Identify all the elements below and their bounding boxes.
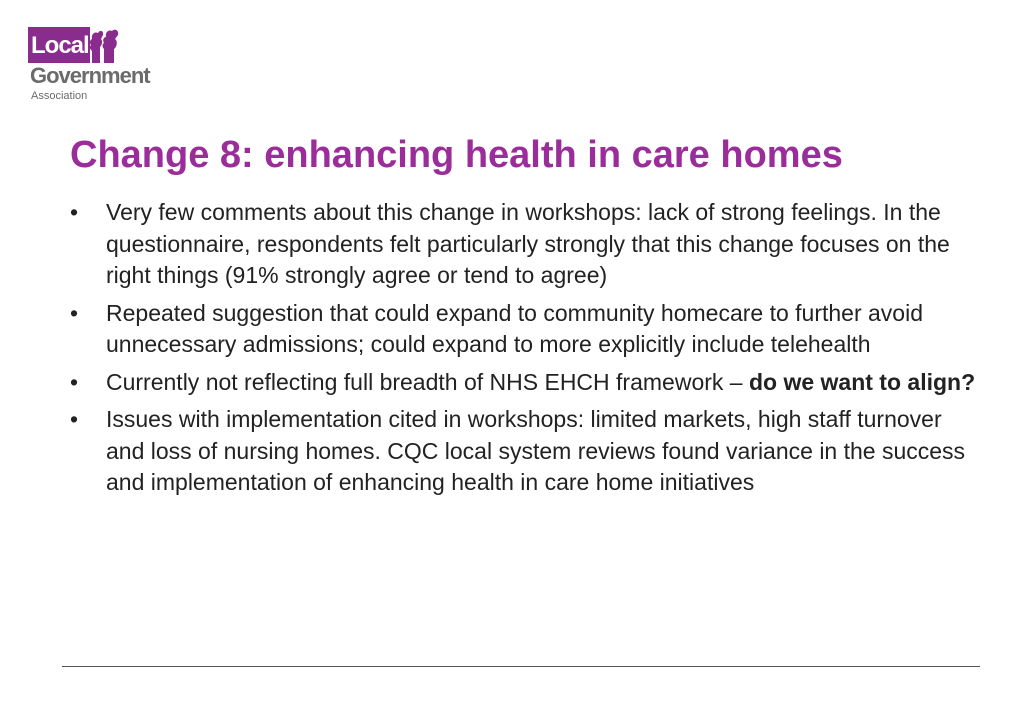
bullet-item [70, 298, 980, 361]
bullet-text: Currently not reflecting full breadth of NHS EHCH framework – [106, 368, 749, 395]
bullet-item [70, 197, 980, 292]
bullet-text: Issues with implementation cited in workshops: limited markets, high staff turnover and loss of nursing homes. CQC local system reviews found variance in the success and implementation of enhancing health in care home initiatives [106, 406, 966, 495]
slide-title: Change 8: enhancing health in care homes [70, 134, 843, 176]
logo-association-text: Association [31, 90, 88, 102]
logo-local-box [28, 27, 90, 63]
lga-logo [28, 25, 168, 107]
bullet-item [70, 367, 980, 399]
logo-government-text: Government [30, 63, 150, 88]
bullet-text: Repeated suggestion that could expand to community homecare to further avoid unnecessary admissions; could expand to more explicitly include telehealth [106, 299, 923, 357]
bullet-bold-question: do we want to align? [748, 368, 976, 395]
bullet-mark: • [70, 406, 79, 432]
bullet-text: Very few comments about this change in workshops: lack of strong feelings. In the questionnaire, respondents felt particularly strongly that this change focuses on the right things (91% strongly agree or tend to agree) [106, 199, 950, 288]
bullet-mark: • [70, 299, 79, 326]
logo-local-text: Local [31, 32, 89, 59]
footer-divider [62, 666, 980, 667]
bullet-mark: • [70, 368, 79, 395]
bullet-item [70, 404, 980, 499]
bullet-mark: • [70, 199, 79, 225]
bullet-list [70, 197, 980, 505]
profile-heads-icon [88, 25, 122, 63]
